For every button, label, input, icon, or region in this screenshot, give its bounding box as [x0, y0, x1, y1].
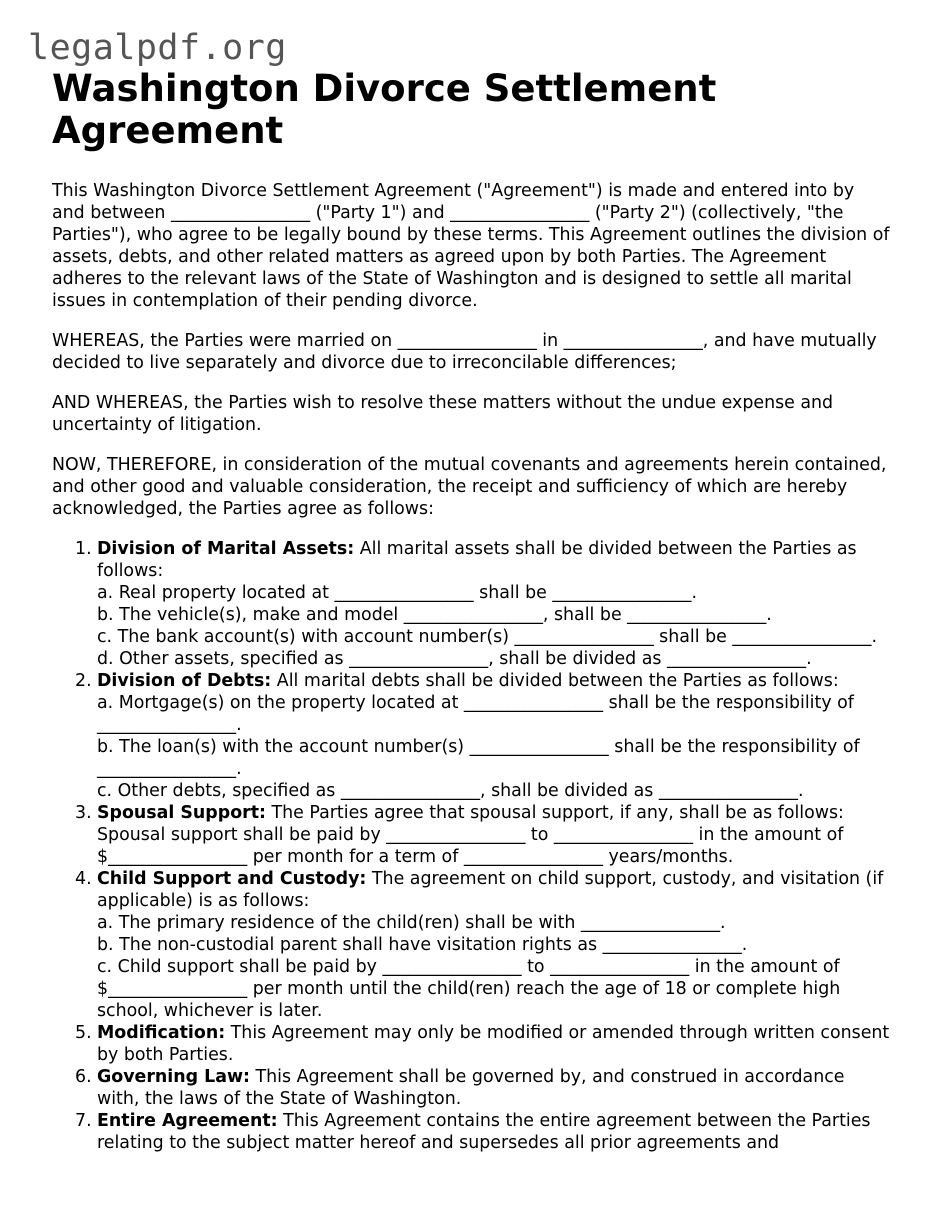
- list-item-number: 5.: [75, 1023, 92, 1043]
- list-item: [52, 1066, 892, 1110]
- section-text: All marital debts shall be divided between the Parties as follows:: [271, 671, 839, 691]
- document-title: Washington Divorce Settlement Agreement: [52, 67, 717, 152]
- sub-clause: b. The non-custodial parent shall have visitation rights as ________________.: [97, 935, 748, 955]
- sub-clause: b. The vehicle(s), make and model ________________, shall be ________________.: [97, 605, 772, 625]
- list-item-number: 4.: [75, 869, 92, 889]
- sub-clause: c. Other debts, specified as ________________, shall be divided as ________________.: [97, 781, 804, 801]
- section-heading: Division of Marital Assets:: [97, 539, 355, 559]
- section-heading: Modification:: [97, 1023, 226, 1043]
- sub-clause: a. Mortgage(s) on the property located at ________________ shall be the responsibility of ________________.: [97, 693, 854, 735]
- section-text: The Parties agree that spousal support, if any, shall be as follows:: [266, 803, 844, 823]
- list-item: [52, 538, 892, 670]
- section-heading: Governing Law:: [97, 1067, 250, 1087]
- section-text: This Agreement may only be modified or amended through written consent by both Parties.: [97, 1023, 890, 1065]
- list-item-number: 6.: [75, 1067, 92, 1087]
- section-heading: Division of Debts:: [97, 671, 272, 691]
- list-item: [52, 670, 892, 802]
- section-heading: Spousal Support:: [97, 803, 266, 823]
- list-item: [52, 1110, 892, 1154]
- terms-list: [52, 538, 892, 1154]
- list-item: [52, 868, 892, 1022]
- list-item: [52, 1022, 892, 1066]
- list-item-number: 2.: [75, 671, 92, 691]
- list-item-number: 3.: [75, 803, 92, 823]
- sub-clause: Spousal support shall be paid by ________________ to ________________ in the amount of $________________ per month for a term of ________________ years/months.: [97, 825, 844, 867]
- whereas-married-paragraph: WHEREAS, the Parties were married on ________________ in ________________, and have mutually decided to live separately and divorce due to irreconcilable differences;: [52, 331, 877, 373]
- section-text: The agreement on child support, custody, and visitation (if applicable) is as follows:: [97, 869, 884, 911]
- section-text: This Agreement shall be governed by, and construed in accordance with, the laws of the State of Washington.: [97, 1067, 845, 1109]
- sub-clause: d. Other assets, specified as ________________, shall be divided as ________________.: [97, 649, 812, 669]
- sub-clause: a. Real property located at ________________ shall be ________________.: [97, 583, 697, 603]
- section-text: This Agreement contains the entire agreement between the Parties relating to the subject matter hereof and supersedes all prior agreements and: [97, 1111, 871, 1153]
- sub-clause: c. The bank account(s) with account number(s) ________________ shall be ________________.: [97, 627, 878, 647]
- document-body: [52, 68, 892, 1154]
- list-item-number: 7.: [75, 1111, 92, 1131]
- list-item: [52, 802, 892, 868]
- sub-clause: c. Child support shall be paid by ________________ to ________________ in the amount of $________________ per month until the child(ren) reach the age of 18 or complete high school, whichever is later.: [97, 957, 841, 1021]
- section-heading: Entire Agreement:: [97, 1111, 278, 1131]
- watermark-text: legalpdf.org: [28, 28, 287, 68]
- intro-paragraph: This Washington Divorce Settlement Agreement ("Agreement") is made and entered into by and between ________________ ("Party 1") and ________________ ("Party 2") (collectively, "the Parties"), who agree to be legally bound by these terms. This Agreement outlines the division of assets, debts, and other related matters as agreed upon by both Parties. The Agreement adheres to the relevant laws of the State of Washington and is designed to settle all marital issues in contemplation of their pending divorce.: [52, 181, 890, 311]
- section-text: All marital assets shall be divided between the Parties as follows:: [97, 539, 857, 581]
- therefore-paragraph: NOW, THEREFORE, in consideration of the mutual covenants and agreements herein contained, and other good and valuable consideration, the receipt and sufficiency of which are hereby acknowledged, the Parties agree as follows:: [52, 455, 887, 519]
- section-heading: Child Support and Custody:: [97, 869, 367, 889]
- sub-clause: a. The primary residence of the child(ren) shall be with ________________.: [97, 913, 726, 933]
- whereas-resolve-paragraph: AND WHEREAS, the Parties wish to resolve these matters without the undue expense and uncertainty of litigation.: [52, 393, 834, 435]
- sub-clause: b. The loan(s) with the account number(s) ________________ shall be the responsibility of ________________.: [97, 737, 860, 779]
- list-item-number: 1.: [75, 539, 92, 559]
